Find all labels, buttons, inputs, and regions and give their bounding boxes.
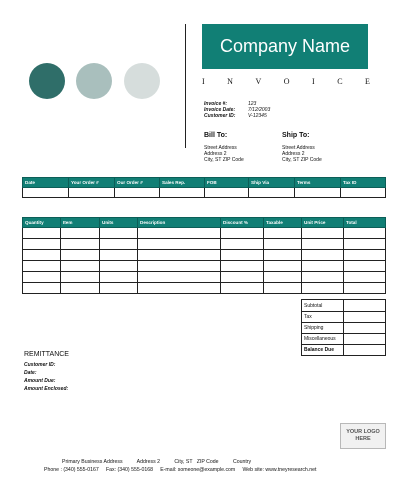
- invoice-date-value[interactable]: 7/12/2003: [248, 107, 271, 113]
- invoice-title: [202, 77, 370, 86]
- item-cell[interactable]: [100, 228, 138, 239]
- item-cell[interactable]: [61, 250, 100, 261]
- bill-to-line: Street Address: [204, 145, 237, 151]
- order-row: [23, 188, 386, 198]
- balance-due-label: Balance Due: [302, 345, 344, 356]
- order-cell[interactable]: [205, 188, 249, 198]
- item-cell[interactable]: [61, 283, 100, 294]
- order-cell[interactable]: [295, 188, 341, 198]
- ship-to-line: Address 2: [282, 151, 305, 157]
- footer-contact: Phone : (340) 555-0167 Fax: (340) 555-0168 E-mail: someone@example.com Web site: www.tneyresearch.net: [44, 467, 317, 473]
- remittance-customer-id: Customer ID:: [24, 362, 56, 368]
- invoice-number-label: Invoice #:: [204, 101, 228, 107]
- circle-light: [124, 63, 160, 99]
- item-cell[interactable]: [221, 228, 264, 239]
- items-header-units: Units: [100, 218, 138, 228]
- tax-value[interactable]: [344, 312, 386, 323]
- invoice-number-value[interactable]: 123: [248, 101, 257, 107]
- circle-mid: [76, 63, 112, 99]
- circle-dark: [29, 63, 65, 99]
- item-cell[interactable]: [344, 228, 386, 239]
- item-cell[interactable]: [264, 250, 302, 261]
- subtotal-label: Subtotal: [302, 300, 344, 312]
- item-cell[interactable]: [61, 239, 100, 250]
- invoice-letter: I: [312, 77, 315, 86]
- item-cell[interactable]: [302, 250, 344, 261]
- item-cell[interactable]: [100, 250, 138, 261]
- bill-to-line: City, ST ZIP Code: [204, 157, 244, 163]
- item-cell[interactable]: [302, 228, 344, 239]
- item-cell[interactable]: [138, 261, 221, 272]
- remittance-amount-enclosed: Amount Enclosed:: [24, 386, 69, 392]
- order-cell[interactable]: [69, 188, 115, 198]
- invoice-letter: C: [337, 77, 343, 86]
- logo-placeholder[interactable]: [340, 423, 386, 449]
- item-cell[interactable]: [23, 228, 61, 239]
- shipping-label: Shipping: [302, 323, 344, 334]
- items-header-discount: Discount %: [221, 218, 264, 228]
- item-cell[interactable]: [302, 272, 344, 283]
- order-cell[interactable]: [249, 188, 295, 198]
- items-header-taxable: Taxable: [264, 218, 302, 228]
- item-cell[interactable]: [344, 261, 386, 272]
- items-header-total: Total: [344, 218, 386, 228]
- item-row: [23, 272, 386, 283]
- order-header-our-order: Our Order #: [115, 178, 160, 188]
- item-row: [23, 228, 386, 239]
- miscellaneous-value[interactable]: [344, 334, 386, 345]
- item-cell[interactable]: [302, 261, 344, 272]
- item-cell[interactable]: [221, 261, 264, 272]
- item-row: [23, 239, 386, 250]
- item-cell[interactable]: [23, 239, 61, 250]
- item-cell[interactable]: [23, 283, 61, 294]
- bill-to-address[interactable]: [204, 145, 244, 163]
- item-cell[interactable]: [100, 261, 138, 272]
- summary-table: [301, 299, 386, 356]
- item-cell[interactable]: [61, 228, 100, 239]
- item-cell[interactable]: [23, 261, 61, 272]
- item-cell[interactable]: [264, 239, 302, 250]
- footer-address: Primary Business Address Address 2 City, ST ZIP Code Country: [62, 459, 252, 465]
- order-header-fob: FOB: [205, 178, 249, 188]
- logo-line: HERE: [355, 436, 371, 442]
- tax-label: Tax: [302, 312, 344, 323]
- item-cell[interactable]: [23, 272, 61, 283]
- item-cell[interactable]: [61, 261, 100, 272]
- ship-to-heading: Ship To:: [282, 132, 310, 139]
- remittance-title: REMITTANCE: [24, 351, 69, 358]
- item-cell[interactable]: [100, 239, 138, 250]
- order-header-terms: Terms: [295, 178, 341, 188]
- invoice-letter: I: [202, 77, 205, 86]
- item-cell[interactable]: [344, 239, 386, 250]
- invoice-date-label: Invoice Date:: [204, 107, 236, 113]
- order-cell[interactable]: [341, 188, 386, 198]
- order-cell[interactable]: [160, 188, 205, 198]
- order-table: [22, 177, 386, 198]
- logo-line: YOUR LOGO: [346, 429, 380, 435]
- company-name: Company Name: [219, 36, 351, 56]
- item-cell[interactable]: [221, 272, 264, 283]
- item-row: [23, 283, 386, 294]
- item-cell[interactable]: [344, 283, 386, 294]
- ship-to-line: City, ST ZIP Code: [282, 157, 322, 163]
- customer-id-value[interactable]: V-12345: [248, 113, 267, 119]
- remittance-date: Date:: [24, 370, 37, 376]
- miscellaneous-label: Miscellaneous: [302, 334, 344, 345]
- item-cell[interactable]: [302, 239, 344, 250]
- customer-id-label: Customer ID:: [204, 113, 236, 119]
- items-header-description: Description: [138, 218, 221, 228]
- bill-to-heading: Bill To:: [204, 132, 228, 139]
- items-header-unit-price: Unit Price: [302, 218, 344, 228]
- item-cell[interactable]: [344, 272, 386, 283]
- item-cell[interactable]: [344, 250, 386, 261]
- item-cell[interactable]: [264, 228, 302, 239]
- order-header-tax-id: Tax ID: [341, 178, 386, 188]
- item-cell[interactable]: [138, 283, 221, 294]
- item-cell[interactable]: [138, 228, 221, 239]
- item-cell[interactable]: [264, 272, 302, 283]
- item-cell[interactable]: [221, 250, 264, 261]
- invoice-letter: V: [255, 77, 262, 86]
- order-header-your-order: Your Order #: [69, 178, 115, 188]
- invoice-letter: E: [365, 77, 370, 86]
- item-cell[interactable]: [264, 283, 302, 294]
- order-header-ship-via: Ship Via: [249, 178, 295, 188]
- item-cell[interactable]: [23, 250, 61, 261]
- ship-to-address[interactable]: [282, 145, 322, 163]
- header-divider: [185, 24, 186, 148]
- subtotal-value[interactable]: [344, 300, 386, 312]
- item-row: [23, 250, 386, 261]
- bill-to-line: Address 2: [204, 151, 227, 157]
- item-cell[interactable]: [221, 239, 264, 250]
- items-table: [22, 217, 386, 294]
- item-cell[interactable]: [138, 250, 221, 261]
- invoice-letter: O: [283, 77, 290, 86]
- item-cell[interactable]: [264, 261, 302, 272]
- items-header-item: Item: [61, 218, 100, 228]
- item-cell[interactable]: [221, 283, 264, 294]
- order-header-date: Date: [23, 178, 69, 188]
- item-cell[interactable]: [100, 283, 138, 294]
- item-cell[interactable]: [138, 272, 221, 283]
- order-cell[interactable]: [115, 188, 160, 198]
- balance-due-value[interactable]: [344, 345, 386, 356]
- item-cell[interactable]: [100, 272, 138, 283]
- shipping-value[interactable]: [344, 323, 386, 334]
- items-header-quantity: Quantity: [23, 218, 61, 228]
- remittance-amount-due: Amount Due:: [24, 378, 56, 384]
- item-cell[interactable]: [302, 283, 344, 294]
- item-row: [23, 261, 386, 272]
- item-cell[interactable]: [138, 239, 221, 250]
- order-header-sales-rep: Sales Rep.: [160, 178, 205, 188]
- order-cell[interactable]: [23, 188, 69, 198]
- invoice-letter: N: [227, 77, 233, 86]
- ship-to-line: Street Address: [282, 145, 315, 151]
- company-name-banner[interactable]: [202, 24, 368, 69]
- item-cell[interactable]: [61, 272, 100, 283]
- invoice-meta: [204, 101, 314, 121]
